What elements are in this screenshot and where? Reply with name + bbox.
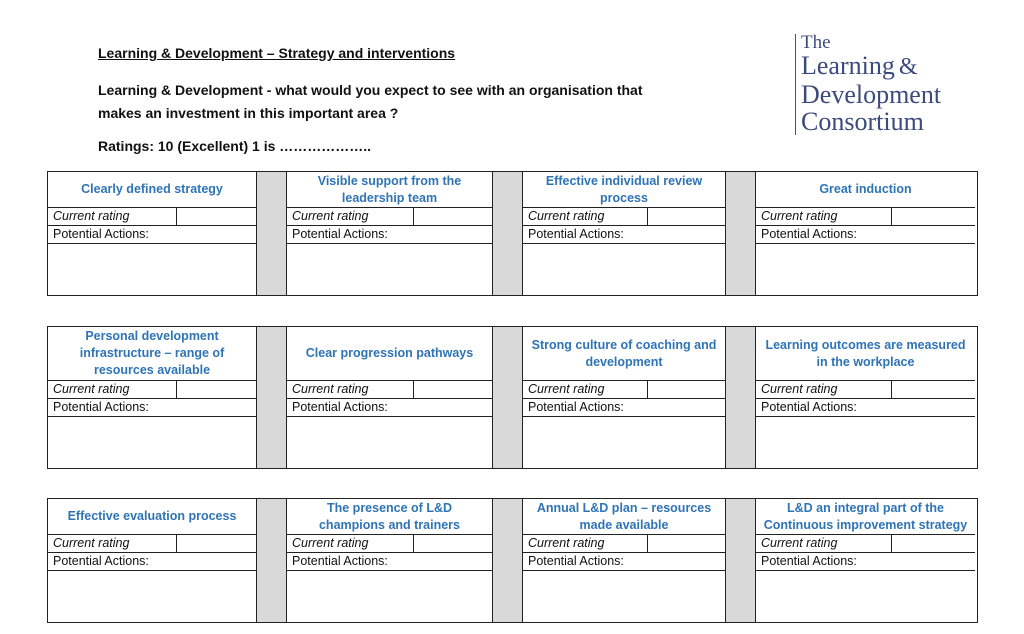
- current-rating-field[interactable]: [177, 381, 256, 398]
- logo-line-development: Development: [801, 80, 942, 109]
- current-rating-field[interactable]: [892, 208, 975, 225]
- current-rating-field[interactable]: [177, 535, 256, 552]
- cell-heading: Strong culture of coaching and development: [523, 327, 725, 381]
- assessment-cell: [48, 499, 256, 622]
- current-rating-label: Current rating: [756, 535, 892, 552]
- rating-row: [287, 208, 492, 226]
- consortium-logo: [795, 34, 941, 135]
- current-rating-field[interactable]: [892, 535, 975, 552]
- current-rating-label: Current rating: [756, 381, 892, 398]
- column-separator: [492, 499, 523, 622]
- column-separator: [256, 172, 287, 295]
- column-separator: [725, 327, 756, 468]
- cell-heading: Clear progression pathways: [287, 327, 492, 381]
- logo-line-the: The: [801, 32, 831, 53]
- rating-row: [48, 381, 256, 399]
- potential-actions-field[interactable]: [287, 571, 492, 622]
- document-question: Learning & Development - what would you expect to see with an organisation that makes an investment in this important area ?: [98, 82, 643, 121]
- potential-actions-label: Potential Actions:: [48, 399, 256, 417]
- potential-actions-label: Potential Actions:: [48, 226, 256, 244]
- rating-row: [756, 208, 975, 226]
- assessment-cell: [523, 499, 725, 622]
- potential-actions-label: Potential Actions:: [523, 553, 725, 571]
- potential-actions-label: Potential Actions:: [287, 399, 492, 417]
- current-rating-label: Current rating: [523, 535, 648, 552]
- cell-heading: Learning outcomes are measured in the workplace: [756, 327, 975, 381]
- current-rating-field[interactable]: [892, 381, 975, 398]
- current-rating-field[interactable]: [414, 381, 492, 398]
- potential-actions-label: Potential Actions:: [756, 226, 975, 244]
- logo-line-consortium: Consortium: [801, 107, 924, 136]
- assessment-cell: [48, 327, 256, 468]
- current-rating-label: Current rating: [48, 535, 177, 552]
- current-rating-field[interactable]: [414, 208, 492, 225]
- rating-row: [287, 381, 492, 399]
- cell-heading: Effective individual review process: [523, 172, 725, 208]
- current-rating-label: Current rating: [287, 381, 414, 398]
- rating-row: [523, 535, 725, 553]
- assessment-cell: [287, 499, 492, 622]
- potential-actions-field[interactable]: [523, 417, 725, 468]
- rating-row: [756, 535, 975, 553]
- cell-heading: The presence of L&D champions and trainers: [287, 499, 492, 535]
- cell-heading: Visible support from the leadership team: [287, 172, 492, 208]
- cell-heading: L&D an integral part of the Continuous improvement strategy: [756, 499, 975, 535]
- potential-actions-field[interactable]: [756, 417, 975, 468]
- potential-actions-label: Potential Actions:: [756, 553, 975, 571]
- current-rating-field[interactable]: [648, 535, 725, 552]
- potential-actions-field[interactable]: [287, 244, 492, 295]
- current-rating-field[interactable]: [177, 208, 256, 225]
- cell-heading: Great induction: [756, 172, 975, 208]
- potential-actions-label: Potential Actions:: [48, 553, 256, 571]
- rating-row: [523, 208, 725, 226]
- current-rating-label: Current rating: [48, 381, 177, 398]
- cell-heading: Annual L&D plan – resources made available: [523, 499, 725, 535]
- ratings-scale: Ratings: 10 (Excellent) 1 is ………………..: [98, 138, 372, 154]
- current-rating-field[interactable]: [648, 381, 725, 398]
- assessment-cell: [756, 327, 975, 468]
- rating-row: [756, 381, 975, 399]
- cell-heading: Effective evaluation process: [48, 499, 256, 535]
- potential-actions-field[interactable]: [48, 417, 256, 468]
- cell-heading: Personal development infrastructure – range of resources available: [48, 327, 256, 381]
- assessment-cell: [523, 327, 725, 468]
- assessment-cell: [48, 172, 256, 295]
- potential-actions-field[interactable]: [48, 244, 256, 295]
- rating-row: [48, 208, 256, 226]
- current-rating-field[interactable]: [414, 535, 492, 552]
- column-separator: [256, 327, 287, 468]
- assessment-cell: [523, 172, 725, 295]
- potential-actions-label: Potential Actions:: [287, 226, 492, 244]
- potential-actions-label: Potential Actions:: [523, 226, 725, 244]
- potential-actions-label: Potential Actions:: [523, 399, 725, 417]
- current-rating-label: Current rating: [287, 208, 414, 225]
- current-rating-label: Current rating: [756, 208, 892, 225]
- current-rating-field[interactable]: [648, 208, 725, 225]
- assessment-cell: [287, 327, 492, 468]
- column-separator: [725, 172, 756, 295]
- potential-actions-field[interactable]: [48, 571, 256, 622]
- rating-row: [287, 535, 492, 553]
- cell-heading: Clearly defined strategy: [48, 172, 256, 208]
- potential-actions-label: Potential Actions:: [756, 399, 975, 417]
- current-rating-label: Current rating: [523, 381, 648, 398]
- column-separator: [725, 499, 756, 622]
- logo-ampersand: &: [898, 54, 918, 80]
- rating-row: [523, 381, 725, 399]
- potential-actions-label: Potential Actions:: [287, 553, 492, 571]
- assessment-cell: [287, 172, 492, 295]
- assessment-row-2: [47, 326, 978, 469]
- assessment-cell: [756, 172, 975, 295]
- column-separator: [492, 327, 523, 468]
- column-separator: [492, 172, 523, 295]
- potential-actions-field[interactable]: [756, 571, 975, 622]
- current-rating-label: Current rating: [48, 208, 177, 225]
- column-separator: [256, 499, 287, 622]
- rating-row: [48, 535, 256, 553]
- current-rating-label: Current rating: [523, 208, 648, 225]
- current-rating-label: Current rating: [287, 535, 414, 552]
- assessment-cell: [756, 499, 975, 622]
- potential-actions-field[interactable]: [287, 417, 492, 468]
- potential-actions-field[interactable]: [523, 244, 725, 295]
- logo-line-learning: [801, 52, 941, 81]
- document-title: Learning & Development – Strategy and interventions: [98, 45, 456, 61]
- potential-actions-field[interactable]: [523, 571, 725, 622]
- assessment-row-3: [47, 498, 978, 623]
- potential-actions-field[interactable]: [756, 244, 975, 295]
- logo-word-learning: Learning: [801, 51, 895, 80]
- assessment-row-1: [47, 171, 978, 296]
